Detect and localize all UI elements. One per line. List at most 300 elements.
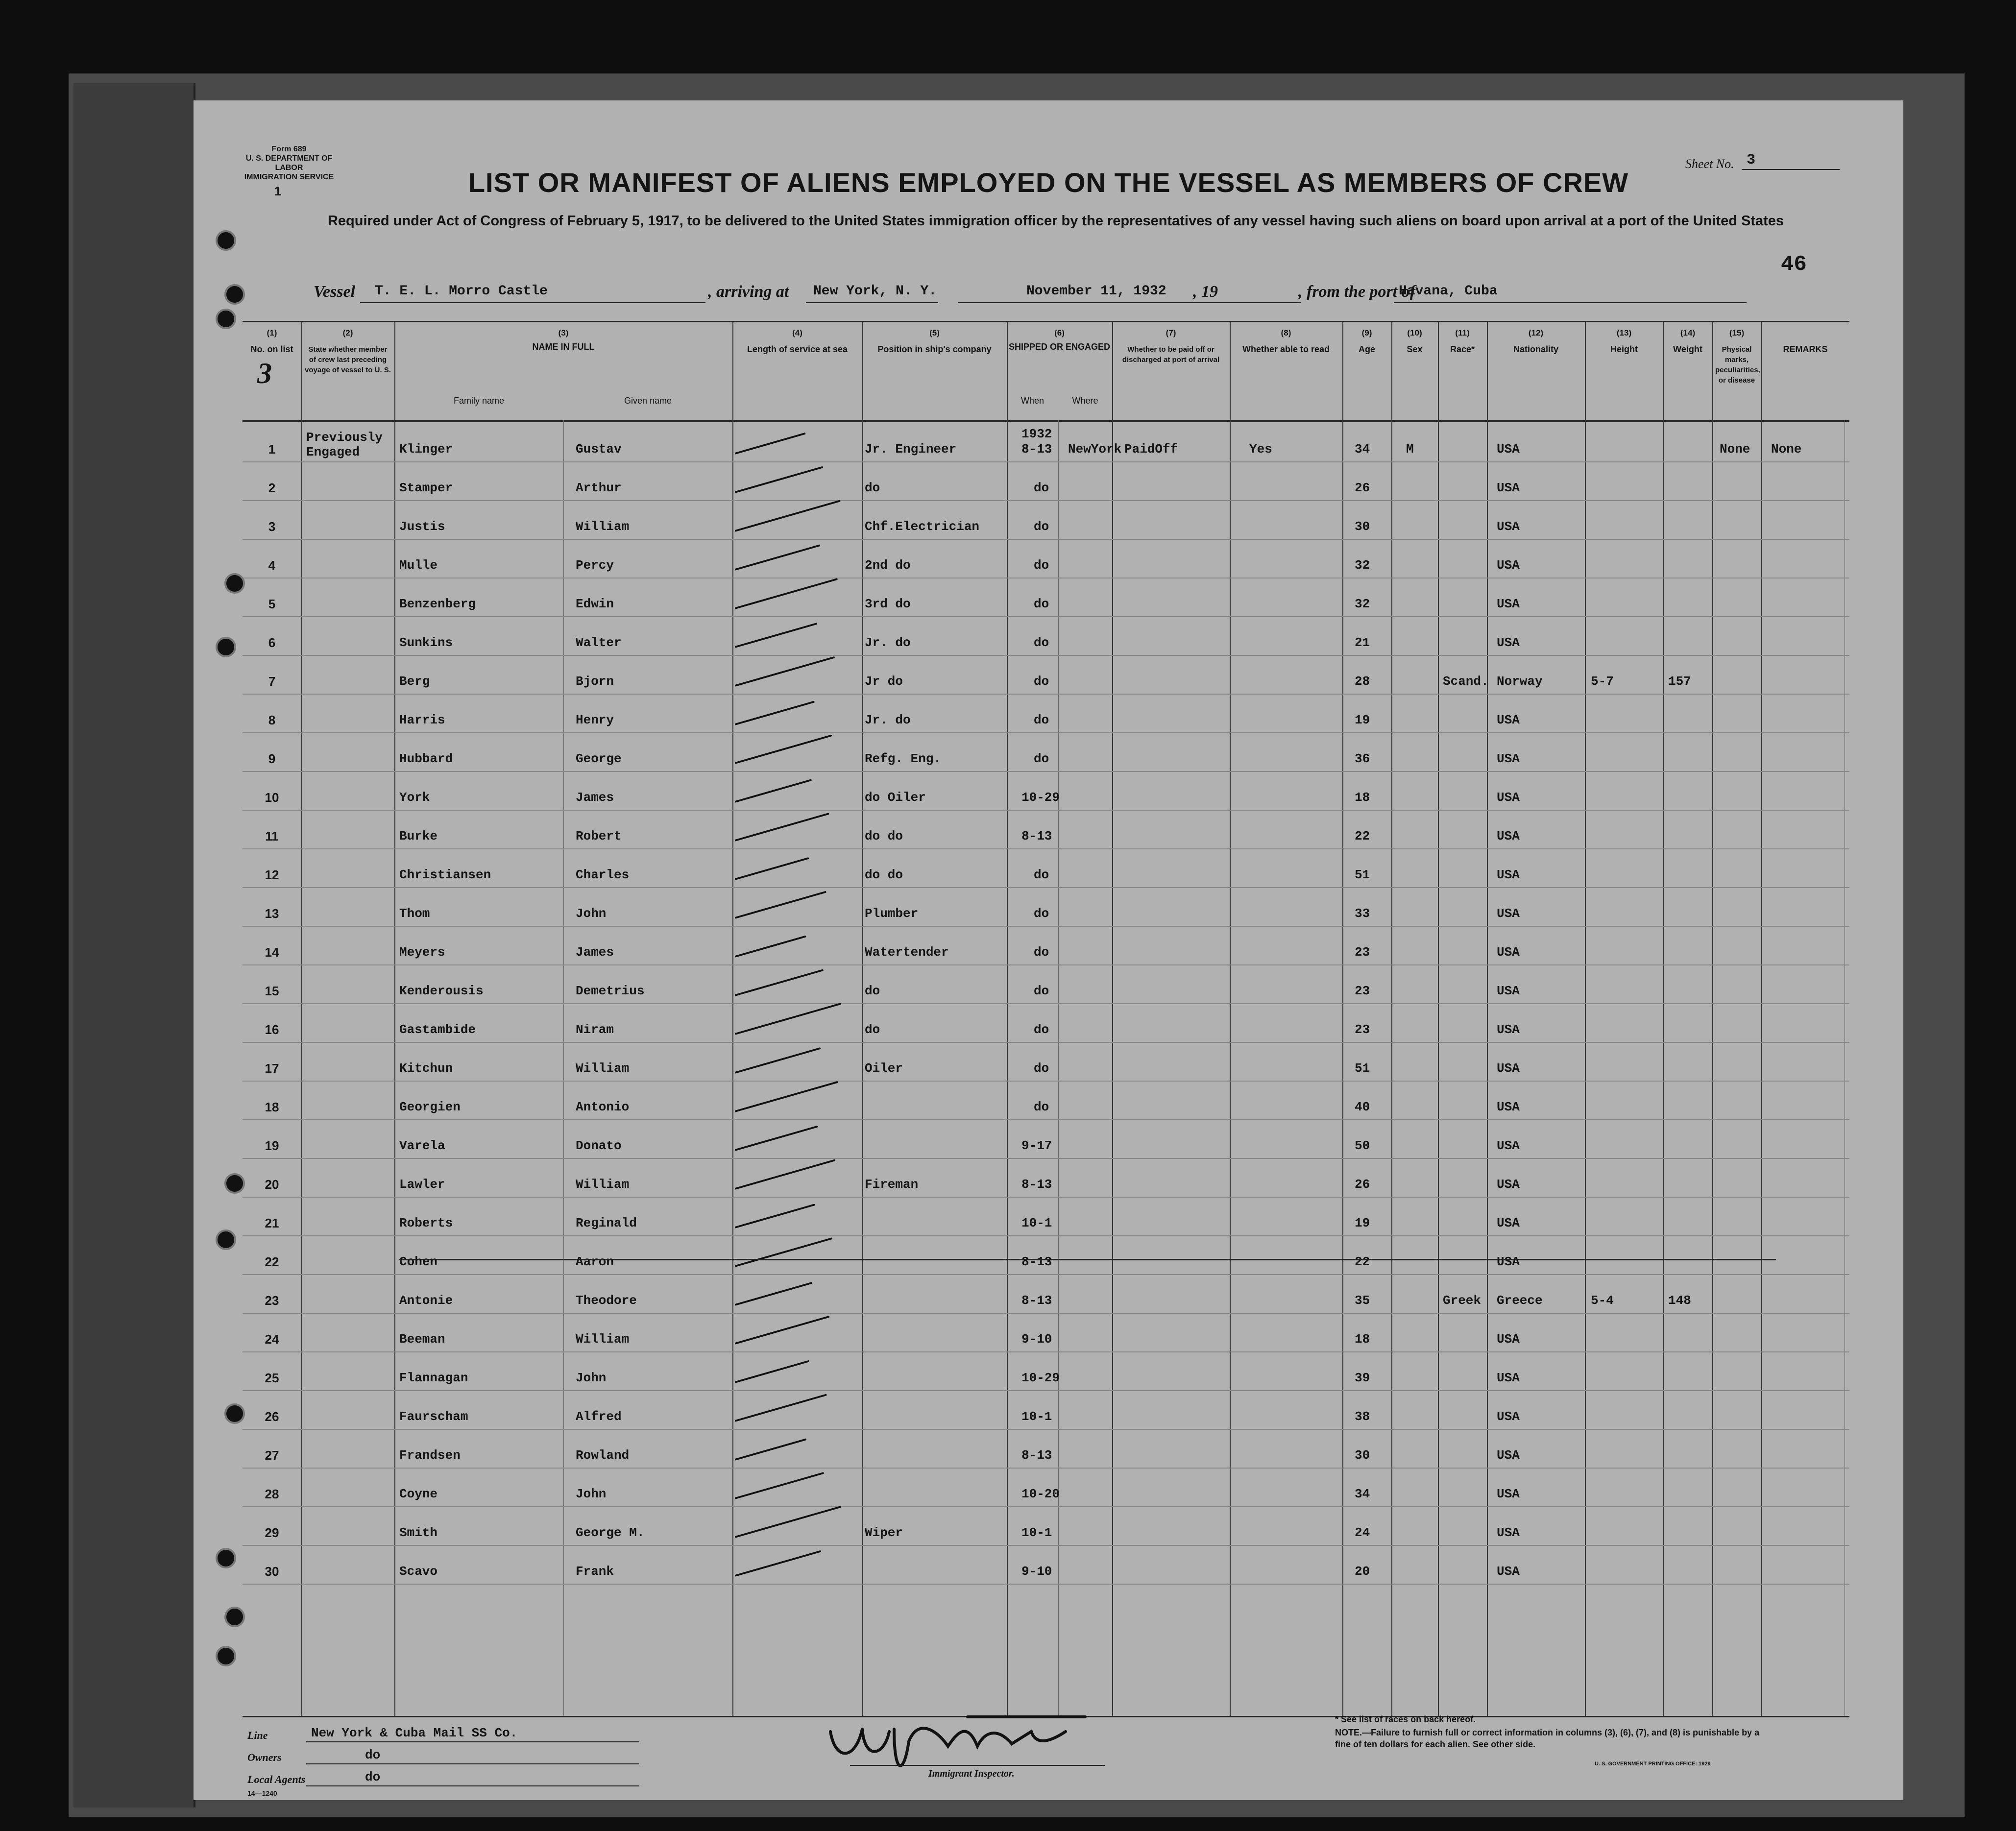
column-number: (12) [1528, 328, 1544, 337]
position: Oiler [865, 1061, 903, 1076]
owners-value: do [365, 1748, 381, 1762]
able-to-read: Yes [1249, 442, 1272, 457]
row-rule [243, 616, 1849, 617]
row-number: 18 [265, 1100, 279, 1114]
column-subheader: When [1020, 396, 1044, 406]
row-number: 16 [265, 1022, 279, 1037]
height: 5-7 [1591, 674, 1614, 689]
given-name: Niram [576, 1022, 614, 1037]
paid-off: PaidOff [1124, 442, 1178, 457]
nationality: USA [1497, 1100, 1520, 1114]
row-number: 26 [265, 1409, 279, 1424]
shipped-when: 9-10 [1021, 1332, 1052, 1347]
page-title: LIST OR MANIFEST OF ALIENS EMPLOYED ON THE VESSEL AS MEMBERS OF CREW [468, 167, 1629, 198]
given-name: John [576, 1487, 607, 1501]
form-code: 14—1240 [247, 1789, 277, 1797]
nationality: USA [1497, 1177, 1520, 1192]
service-checkmark [734, 500, 840, 532]
shipped-when: do [1034, 713, 1049, 727]
crew-table [243, 321, 1849, 1717]
sheet-label: Sheet No. [1685, 157, 1734, 171]
arrival-date: November 11, 1932 [1026, 284, 1166, 299]
position: Jr. do [865, 713, 911, 727]
nationality: USA [1497, 984, 1520, 998]
family-name: Klinger [399, 442, 453, 457]
row-rule [243, 1313, 1849, 1314]
shipped-when: do [1034, 1100, 1049, 1114]
binding-strip [73, 83, 195, 1807]
service-checkmark [734, 1438, 806, 1461]
row-number: 22 [265, 1254, 279, 1269]
punch-hole [216, 230, 236, 251]
row-rule [243, 1584, 1849, 1585]
column-number: (1) [267, 328, 277, 337]
column-header: Length of service at sea [747, 344, 848, 354]
shipped-when: do [1034, 1061, 1049, 1076]
row-rule [243, 887, 1849, 888]
column-header: Physical marks, peculiarities, or disease [1715, 345, 1760, 385]
punch-hole [216, 309, 236, 329]
shipped-when: 8-13 [1021, 1293, 1052, 1308]
column-header: Height [1610, 344, 1638, 354]
service-checkmark [734, 813, 829, 842]
column-header: No. on list [250, 344, 293, 354]
age: 34 [1355, 1487, 1370, 1501]
service-checkmark [734, 857, 809, 880]
nationality: USA [1497, 597, 1520, 611]
family-name: Hubbard [399, 751, 453, 766]
age: 18 [1355, 1332, 1370, 1347]
service-checkmark [734, 1081, 838, 1112]
shipped-when: 8-13 [1021, 1448, 1052, 1463]
family-name: Gastambide [399, 1022, 476, 1037]
row-number: 20 [265, 1177, 279, 1192]
agents-label: Local Agents [247, 1773, 306, 1785]
given-name: Charles [576, 867, 630, 882]
race: Scand. [1443, 674, 1489, 689]
family-name: Varela [399, 1138, 445, 1153]
nationality: USA [1497, 790, 1520, 805]
row-rule [243, 810, 1849, 811]
nationality: USA [1497, 945, 1520, 960]
given-name: Robert [576, 829, 622, 843]
from-port-label: , from the port of [1298, 283, 1415, 301]
family-name: Antonie [399, 1293, 453, 1308]
age: 51 [1355, 867, 1370, 882]
nationality: USA [1497, 829, 1520, 843]
remarks: None [1771, 442, 1802, 457]
position: Jr. Engineer [865, 442, 957, 457]
service-checkmark [734, 779, 812, 803]
nationality: USA [1497, 519, 1520, 534]
column-number: (7) [1166, 328, 1176, 337]
column-header: REMARKS [1783, 344, 1828, 354]
family-name: Meyers [399, 945, 445, 960]
position: 2nd do [865, 558, 911, 573]
family-name: Roberts [399, 1216, 453, 1230]
service: IMMIGRATION SERVICE [244, 173, 334, 181]
punch-hole [216, 1229, 236, 1250]
row-rule [243, 694, 1849, 695]
row-rule [243, 1429, 1849, 1430]
row-number: 14 [265, 945, 279, 960]
vessel-name: T. E. L. Morro Castle [375, 284, 548, 299]
family-name: Berg [399, 674, 430, 689]
nationality: Greece [1497, 1293, 1543, 1308]
age: 33 [1355, 906, 1370, 921]
service-checkmark [734, 656, 835, 687]
row-rule [243, 771, 1849, 772]
physical-marks: None [1720, 442, 1750, 457]
position: Plumber [865, 906, 919, 921]
given-name: Antonio [576, 1100, 630, 1114]
from-port: Havana, Cuba [1399, 284, 1498, 299]
family-name: Stamper [399, 481, 453, 495]
family-name: Christiansen [399, 867, 491, 882]
row-number: 23 [265, 1293, 279, 1308]
department: U. S. DEPARTMENT OF LABOR [245, 154, 333, 172]
given-name: Aaron [576, 1254, 614, 1269]
row-number: 1 [268, 442, 276, 457]
age: 19 [1355, 713, 1370, 727]
row-rule [243, 848, 1849, 849]
given-name: William [576, 1332, 630, 1347]
service-checkmark [734, 1126, 818, 1151]
shipped-when: do [1034, 945, 1049, 960]
line-name: New York & Cuba Mail SS Co. [311, 1726, 518, 1740]
column-number: (8) [1281, 328, 1291, 337]
row-number: 7 [268, 674, 276, 689]
row-rule [243, 1274, 1849, 1275]
age: 23 [1355, 945, 1370, 960]
service-checkmark [734, 1506, 841, 1538]
nationality: USA [1497, 1525, 1520, 1540]
column-number: (11) [1455, 328, 1470, 337]
row-rule [243, 1390, 1849, 1391]
row-number: 17 [265, 1061, 279, 1076]
shipped-when: do [1034, 558, 1049, 573]
shipped-when: do [1034, 751, 1049, 766]
column-header: Race* [1450, 344, 1475, 354]
row-number: 9 [268, 751, 276, 766]
age: 30 [1355, 519, 1370, 534]
given-name: William [576, 1177, 630, 1192]
punch-hole [224, 284, 245, 305]
service-checkmark [734, 1360, 809, 1383]
age: 26 [1355, 1177, 1370, 1192]
position: Wiper [865, 1525, 903, 1540]
row-rule [243, 732, 1849, 733]
row-number: 11 [265, 829, 279, 843]
age: 32 [1355, 558, 1370, 573]
row-number: 24 [265, 1332, 279, 1347]
row-number: 15 [265, 984, 279, 998]
shipped-when: do [1034, 867, 1049, 882]
given-name: Gustav [576, 442, 622, 457]
nationality: USA [1497, 1487, 1520, 1501]
nationality: USA [1497, 1061, 1520, 1076]
weight: 148 [1668, 1293, 1691, 1308]
shipped-when: 10-1 [1021, 1525, 1052, 1540]
column-header: State whether member of crew last preceding voyage of vessel to U. S. [305, 345, 391, 374]
position: Jr. do [865, 635, 911, 650]
service-checkmark [734, 433, 805, 455]
punch-hole [224, 1403, 245, 1424]
height: 5-4 [1591, 1293, 1614, 1308]
given-name: Alfred [576, 1409, 622, 1424]
year-suffix: , 19 [1193, 283, 1218, 301]
column-header: Sex [1407, 344, 1423, 354]
position: Chf.Electrician [865, 519, 980, 534]
penalty-note: NOTE.—Failure to furnish full or correct information in columns (3), (6), (7), and (8) is punishable by a fine of ten dollars for each alien. See other side. [1335, 1728, 1760, 1749]
family-name: Sunkins [399, 635, 453, 650]
inspector-label: Immigrant Inspector. [928, 1768, 1015, 1779]
row-rule [243, 926, 1849, 927]
age: 23 [1355, 984, 1370, 998]
page-subtitle: Required under Act of Congress of February 5, 1917, to be delivered to the United States immigration officer by the representatives of any vessel having such aliens on board upon arrival at a port of the United States [327, 213, 1784, 229]
given-name: George [576, 751, 622, 766]
column-rule [563, 420, 564, 1716]
vessel-label: Vessel [314, 283, 355, 301]
service-checkmark [734, 700, 815, 725]
age: 19 [1355, 1216, 1370, 1230]
family-name: Smith [399, 1525, 438, 1540]
age: 36 [1355, 751, 1370, 766]
shipped-when: do [1034, 481, 1049, 495]
age: 26 [1355, 481, 1370, 495]
family-name: Cohen [399, 1254, 438, 1269]
age: 40 [1355, 1100, 1370, 1114]
nationality: USA [1497, 1138, 1520, 1153]
shipped-when: 10-20 [1021, 1487, 1060, 1501]
nationality: USA [1497, 1409, 1520, 1424]
owners-label: Owners [247, 1751, 282, 1763]
row-rule [243, 1351, 1849, 1352]
service-checkmark [734, 1316, 829, 1345]
strike-line [399, 1259, 1776, 1260]
service-checkmark [734, 891, 826, 919]
service-checkmark [734, 1472, 824, 1499]
column-number: (10) [1407, 328, 1422, 337]
nationality: USA [1497, 1022, 1520, 1037]
shipped-when: 8-13 [1021, 1177, 1052, 1192]
row-number: 21 [265, 1216, 279, 1230]
family-name: Scavo [399, 1564, 438, 1579]
column-number: (2) [342, 328, 353, 337]
age: 18 [1355, 790, 1370, 805]
nationality: USA [1497, 442, 1520, 457]
given-name: Theodore [576, 1293, 637, 1308]
column-rule [1058, 420, 1059, 1716]
nationality: USA [1497, 1332, 1520, 1347]
family-name: Kenderousis [399, 984, 484, 998]
column-header: Weight [1673, 344, 1702, 354]
nationality: USA [1497, 1371, 1520, 1385]
age: 39 [1355, 1371, 1370, 1385]
given-name: Edwin [576, 597, 614, 611]
service-checkmark [734, 1282, 812, 1306]
row-rule [243, 539, 1849, 540]
column-number: (3) [558, 328, 569, 337]
shipped-when: do [1034, 519, 1049, 534]
given-name: John [576, 1371, 607, 1385]
column-number: (13) [1616, 328, 1632, 337]
nationality: USA [1497, 1564, 1520, 1579]
row-number: 12 [265, 867, 279, 882]
race: Greek [1443, 1293, 1482, 1308]
given-name: Arthur [576, 481, 622, 495]
age: 35 [1355, 1293, 1370, 1308]
shipped-when: 10-29 [1021, 790, 1060, 805]
sheet-number: 3 [1747, 152, 1756, 169]
row-number: 2 [268, 481, 276, 495]
family-name: Justis [399, 519, 445, 534]
given-name: Bjorn [576, 674, 614, 689]
service-checkmark [734, 734, 832, 764]
shipped-when: do [1034, 906, 1049, 921]
age: 22 [1355, 829, 1370, 843]
shipped-when: do [1034, 1022, 1049, 1037]
shipped-when: 10-1 [1021, 1409, 1052, 1424]
position: do do [865, 829, 903, 843]
nationality: USA [1497, 1448, 1520, 1463]
shipped-when: 8-13 [1021, 1254, 1052, 1269]
age: 32 [1355, 597, 1370, 611]
nationality: USA [1497, 1254, 1520, 1269]
age: 34 [1355, 442, 1370, 457]
nationality: USA [1497, 906, 1520, 921]
shipped-when: 8-13 [1021, 829, 1052, 843]
shipped-when: 8-13 [1021, 442, 1052, 457]
row-rule [243, 1119, 1849, 1120]
family-name: Lawler [399, 1177, 445, 1192]
row-number: 13 [265, 906, 279, 921]
position: do [865, 1022, 880, 1037]
family-name: York [399, 790, 430, 805]
row-rule [243, 964, 1849, 965]
position: do do [865, 867, 903, 882]
family-name: Frandsen [399, 1448, 461, 1463]
age: 24 [1355, 1525, 1370, 1540]
column-header: Whether able to read [1242, 344, 1330, 354]
row-number: 8 [268, 713, 276, 727]
family-name: Thom [399, 906, 430, 921]
nationality: USA [1497, 481, 1520, 495]
service-checkmark [734, 1159, 835, 1190]
service-checkmark [734, 623, 817, 648]
arriving-port: New York, N. Y. [813, 284, 937, 299]
shipped-when: do [1034, 674, 1049, 689]
nationality: USA [1497, 558, 1520, 573]
row-rule [243, 1081, 1849, 1082]
age: 38 [1355, 1409, 1370, 1424]
family-name: Kitchun [399, 1061, 453, 1076]
service-checkmark [734, 544, 820, 571]
service-checkmark [734, 935, 806, 957]
shipped-when: 9-17 [1021, 1138, 1052, 1153]
family-name: Flannagan [399, 1371, 468, 1385]
punch-hole [216, 1548, 236, 1568]
previous-voyage: Previously Engaged [306, 430, 383, 459]
row-number: 28 [265, 1487, 279, 1501]
family-name: Beeman [399, 1332, 445, 1347]
row-number: 6 [268, 635, 276, 650]
row-number: 29 [265, 1525, 279, 1540]
age: 51 [1355, 1061, 1370, 1076]
list-mark: 3 [257, 357, 272, 389]
given-name: John [576, 906, 607, 921]
row-rule [243, 1197, 1849, 1198]
service-checkmark [734, 1237, 832, 1267]
age: 22 [1355, 1254, 1370, 1269]
family-name: Burke [399, 829, 438, 843]
row-number: 5 [268, 597, 276, 611]
age: 20 [1355, 1564, 1370, 1579]
nationality: USA [1497, 1216, 1520, 1230]
column-header: NAME IN FULL [532, 342, 595, 352]
column-header: Whether to be paid off or discharged at port of arrival [1122, 345, 1220, 364]
shipped-year: 1932 [1021, 427, 1052, 441]
age: 21 [1355, 635, 1370, 650]
nationality: Norway [1497, 674, 1543, 689]
column-subheader: Where [1072, 396, 1098, 406]
column-header: Age [1358, 344, 1375, 354]
position: do Oiler [865, 790, 926, 805]
punch-hole [224, 1173, 245, 1194]
family-name: Faurscham [399, 1409, 468, 1424]
punch-hole [216, 1646, 236, 1666]
given-name: Henry [576, 713, 614, 727]
printer-credit: U. S. GOVERNMENT PRINTING OFFICE: 1929 [1595, 1761, 1711, 1767]
service-checkmark [734, 1003, 841, 1035]
row-number: 3 [268, 519, 276, 534]
given-name: Rowland [576, 1448, 630, 1463]
shipped-when: do [1034, 984, 1049, 998]
given-name: Frank [576, 1564, 614, 1579]
position: Watertender [865, 945, 949, 960]
position: Refg. Eng. [865, 751, 942, 766]
row-rule [243, 1042, 1849, 1043]
punch-hole [224, 573, 245, 594]
service-checkmark [734, 1204, 815, 1229]
position: do [865, 984, 880, 998]
shipped-when: 10-29 [1021, 1371, 1060, 1385]
given-name: Demetrius [576, 984, 645, 998]
agents-value: do [365, 1770, 381, 1784]
column-header: Position in ship's company [877, 344, 992, 354]
row-number: 19 [265, 1138, 279, 1153]
row-rule [243, 1235, 1849, 1236]
position: 3rd do [865, 597, 911, 611]
row-rule [243, 1468, 1849, 1469]
nationality: USA [1497, 751, 1520, 766]
given-name: James [576, 945, 614, 960]
race-note: * See list of races on back hereof. [1335, 1714, 1476, 1724]
service-checkmark [734, 1394, 827, 1422]
column-number: (14) [1680, 328, 1696, 337]
row-number: 4 [268, 558, 276, 573]
punch-hole [216, 637, 236, 657]
given-name: Walter [576, 635, 622, 650]
nationality: USA [1497, 713, 1520, 727]
shipped-when: 9-10 [1021, 1564, 1052, 1579]
family-name: Coyne [399, 1487, 438, 1501]
age: 28 [1355, 674, 1370, 689]
row-rule [243, 461, 1849, 462]
row-number: 27 [265, 1448, 279, 1463]
column-number: (9) [1361, 328, 1372, 337]
column-number: (5) [929, 328, 940, 337]
